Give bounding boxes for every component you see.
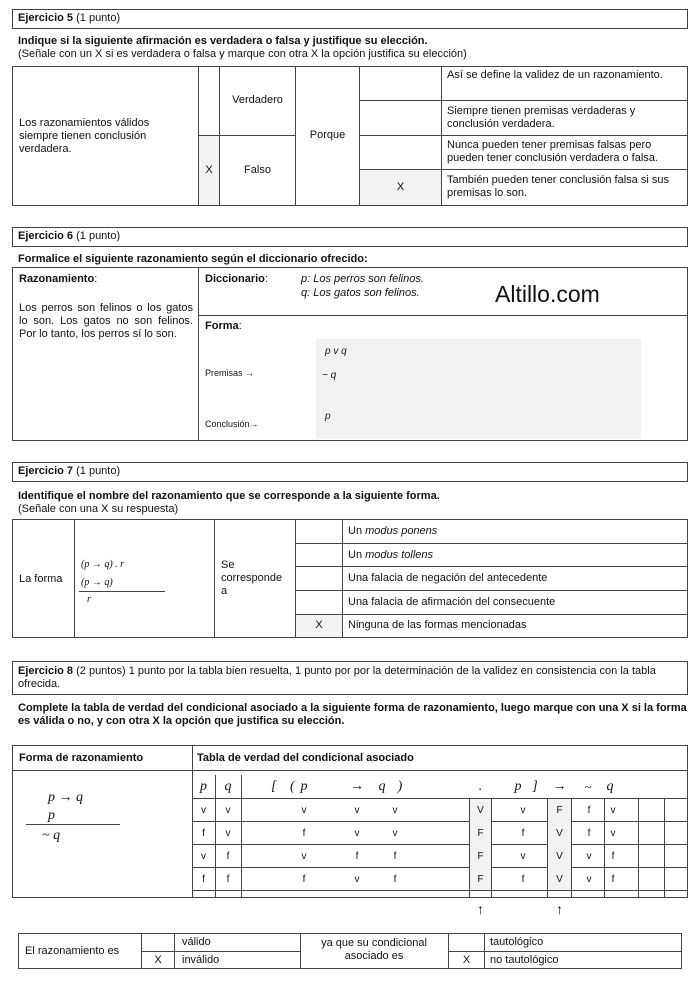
ex8-header-q: q xyxy=(224,779,232,794)
ex5-option4-mark[interactable]: X xyxy=(396,181,405,193)
ex7-option4-text: Una falacia de afirmación del consecuente xyxy=(348,596,556,608)
ex8-header-arrow: → xyxy=(552,779,567,794)
ex8-arrow-up-icon-1: ↑ xyxy=(477,901,484,917)
ex8-col-table: Tabla de verdad del condicional asociado xyxy=(197,752,414,764)
ex8-r1-c7[interactable]: f xyxy=(587,805,591,816)
ex6-reasoning-text: Los perros son felinos o los gatos lo son. Los gatos no son felinos. Por lo tanto, los perros sí lo son. xyxy=(19,302,193,340)
ex7-hint: (Señale con una X su respuesta) xyxy=(18,503,179,515)
ex8-r4-c3[interactable]: f xyxy=(393,874,397,885)
ex8-header-close: ) xyxy=(397,779,403,794)
ex8-header-conj: . xyxy=(478,779,483,794)
ex8-r3-c1[interactable]: v xyxy=(301,851,307,862)
ex8-r2-c7[interactable]: f xyxy=(587,828,591,839)
ex8-r4-p: f xyxy=(202,874,205,885)
ex8-header-neg: ~ xyxy=(584,780,592,794)
ex8-form-premise2: p xyxy=(48,808,55,823)
ex8-title: Ejercicio 8 (2 puntos) 1 punto por la tabla bien resuelta, 1 punto por por la determinación de la validez en consistencia con la tabla ofrecida. xyxy=(18,665,656,690)
ex8-r2-c2[interactable]: v xyxy=(354,828,360,839)
ex7-formula-line2: (p → q) xyxy=(81,577,113,588)
ex7-corresponds-label: Se corresponde a xyxy=(221,559,283,597)
ex8-r1-c4[interactable]: V xyxy=(477,805,484,816)
ex8-header-q3: q xyxy=(606,779,614,794)
ex8-r1-c2[interactable]: v xyxy=(354,805,360,816)
ex8-header-bracket: ] xyxy=(532,779,538,794)
ex8-r2-c5[interactable]: f xyxy=(521,828,525,839)
ex8-header-open: [ ( xyxy=(271,779,300,794)
ex5-prompt: Indique si la siguiente afirmación es verdadera o falsa y justifique su elección. xyxy=(18,35,428,47)
ex8-r4-c7[interactable]: v xyxy=(586,874,592,885)
ex8-r1-c3[interactable]: v xyxy=(392,805,398,816)
ex8-r4-c2[interactable]: v xyxy=(354,874,360,885)
ex6-reasoning-label: Razonamiento: xyxy=(19,273,98,285)
ex5-option2-text: Siempre tienen premisas verdaderas y conclusión verdadera. xyxy=(447,105,636,130)
ex6-conclusion-label: Conclusión→ xyxy=(205,419,259,429)
ex7-option3-text: Una falacia de negación del antecedente xyxy=(348,572,548,584)
ex8-result-label: El razonamiento es xyxy=(25,945,120,957)
ex7-form-label: La forma xyxy=(19,573,63,585)
ex5-because-label: Porque xyxy=(309,129,346,141)
ex7-formula-rule xyxy=(79,591,165,592)
ex8-r1-c6[interactable]: F xyxy=(556,805,563,816)
ex6-premises-label: Premisas → xyxy=(205,368,255,378)
ex6-prompt: Formalice el siguiente razonamiento según el diccionario ofrecido: xyxy=(18,253,368,265)
ex7-formula-line1: (p → q) . r xyxy=(81,559,125,570)
ex7-option5-mark[interactable]: X xyxy=(315,619,323,631)
ex8-r2-c6[interactable]: V xyxy=(556,828,563,839)
ex8-r2-c4[interactable]: F xyxy=(477,828,484,839)
ex5-false-label: Falso xyxy=(244,164,271,176)
ex8-r4-c4[interactable]: F xyxy=(477,874,484,885)
ex8-nontaut-label: no tautológico xyxy=(490,954,559,966)
ex6-answer-area xyxy=(316,339,641,439)
ex8-r2-c3[interactable]: v xyxy=(392,828,398,839)
ex8-invalid-mark[interactable]: X xyxy=(154,954,162,966)
ex8-form-premise1: p → q xyxy=(48,790,83,805)
watermark-logo: Altillo.com xyxy=(495,281,600,307)
ex7-prompt: Identifique el nombre del razonamiento que se corresponde a la siguiente forma. xyxy=(18,490,440,502)
ex8-header-p: p xyxy=(200,779,207,794)
ex8-r3-c3[interactable]: f xyxy=(393,851,397,862)
ex5-statement: Los razonamientos válidos siempre tienen conclusión verdadera. xyxy=(19,117,150,155)
ex8-invalid-label: inválido xyxy=(182,954,220,966)
ex5-true-label: Verdadero xyxy=(232,94,283,106)
ex6-dictionary-label: Diccionario: xyxy=(205,273,268,285)
ex8-r4-c1[interactable]: f xyxy=(302,874,306,885)
ex7-option5-text: Ninguna de las formas mencionadas xyxy=(348,619,527,631)
ex7-formula-conclusion: r xyxy=(87,594,91,605)
ex8-header-p2: p xyxy=(300,779,308,794)
ex6-premise1[interactable]: p v q xyxy=(325,346,347,357)
ex8-r1-q: v xyxy=(225,805,231,816)
ex5-option1-text: Así se define la validez de un razonamiento. xyxy=(447,69,663,81)
ex8-r1-c5[interactable]: v xyxy=(520,805,526,816)
ex7-title: Ejercicio 7 (1 punto) xyxy=(18,465,121,477)
ex8-r3-c4[interactable]: F xyxy=(477,851,484,862)
ex8-r4-c6[interactable]: V xyxy=(556,874,563,885)
ex8-r2-p: f xyxy=(202,828,205,839)
ex8-form-conclusion: ~ q xyxy=(42,828,61,843)
ex5-option3-text: Nunca pueden tener premisas falsas pero pueden tener conclusión verdadera o falsa. xyxy=(447,139,658,164)
ex8-r3-c6[interactable]: V xyxy=(556,851,563,862)
ex8-taut-label: tautológico xyxy=(490,936,544,948)
ex8-r4-c5[interactable]: f xyxy=(521,874,525,885)
ex6-title: Ejercicio 6 (1 punto) xyxy=(18,230,121,242)
ex8-r4-c8[interactable]: f xyxy=(611,874,615,885)
ex6-premise2[interactable]: ~ q xyxy=(322,370,337,381)
ex8-col-form: Forma de razonamiento xyxy=(19,752,144,764)
ex8-header-q2: q xyxy=(378,779,386,794)
ex5-title: Ejercicio 5 (1 punto) xyxy=(18,12,121,24)
ex8-valid-label: válido xyxy=(182,936,211,948)
ex8-r1-c1[interactable]: v xyxy=(301,805,307,816)
ex8-arrow-up-icon-2: ↑ xyxy=(556,901,563,917)
ex6-dict-q: q: Los gatos son felinos. xyxy=(301,287,420,299)
ex5-hint: (Señale con un X si es verdadera o falsa y marque con otra X la opción justifica su elección) xyxy=(18,48,467,60)
ex8-form-rule xyxy=(26,824,120,825)
ex8-r3-q: f xyxy=(226,851,230,862)
ex8-r3-c2[interactable]: f xyxy=(355,851,359,862)
ex5-false-mark[interactable]: X xyxy=(205,164,213,176)
ex8-r1-p: v xyxy=(201,805,206,816)
ex8-r3-c7[interactable]: v xyxy=(586,851,592,862)
ex6-dict-p: p: Los perros son felinos. xyxy=(301,273,424,285)
ex6-form-label: Forma: xyxy=(205,320,242,332)
ex8-header-cond: → xyxy=(350,779,364,794)
ex8-r2-c8[interactable]: v xyxy=(610,828,616,839)
ex8-r2-c1[interactable]: f xyxy=(302,828,306,839)
ex8-prompt: Complete la tabla de verdad del condicional asociado a la siguiente forma de razonamiento, luego marque con una X si la forma es válida o no, y con otra X la opción que justifica su elección. xyxy=(18,702,687,727)
ex8-r3-c8[interactable]: f xyxy=(611,851,615,862)
ex8-r3-p: v xyxy=(201,851,206,862)
ex7-option1-text: Un modus ponens xyxy=(348,525,438,537)
ex8-r2-q: v xyxy=(225,828,231,839)
ex8-r4-q: f xyxy=(226,874,230,885)
ex8-r1-c8[interactable]: v xyxy=(610,805,616,816)
ex8-r3-c5[interactable]: v xyxy=(520,851,526,862)
ex8-nontaut-mark[interactable]: X xyxy=(462,954,471,966)
ex6-conclusion[interactable]: p xyxy=(325,411,331,422)
ex8-because-label: ya que su condicional asociado es xyxy=(321,937,427,962)
ex5-option4-text: También pueden tener conclusión falsa si sus premisas lo son. xyxy=(447,174,669,199)
ex8-header-p3: p xyxy=(514,779,522,794)
ex7-option2-text: Un modus tollens xyxy=(348,549,433,561)
